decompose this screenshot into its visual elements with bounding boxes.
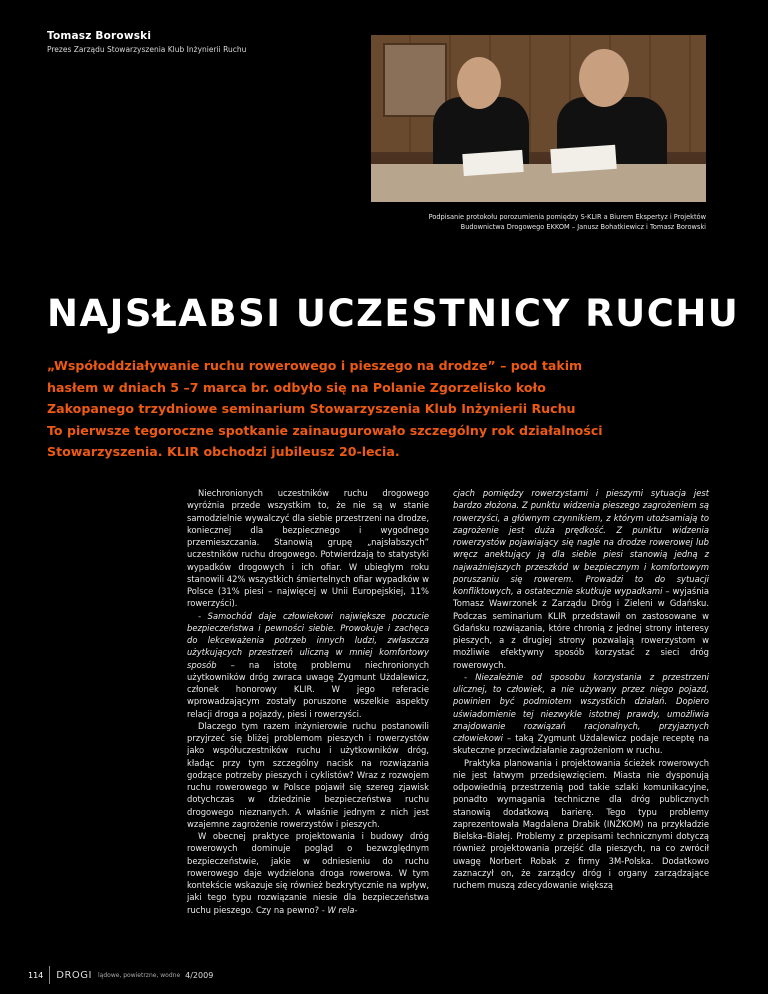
paragraph-text: – taką Zygmunt Użdalewicz podaje receptę na skuteczne przeciwdziałanie zagrożeniom w ruchu. bbox=[453, 733, 709, 756]
paragraph bbox=[453, 487, 709, 671]
lead-line: hasłem w dniach 5 –7 marca br. odbyło się na Polanie Zgorzelisko koło bbox=[47, 379, 546, 395]
quote: cjach pomiędzy rowerzystami i pieszymi sytuacja jest bardzo złożona. Z punktu widzenia pieszego zagrożeniem są rowerzyści, a głównym czynnikiem, z którym utożsamiają to zagrożenie jest duża prędkość. Z punktu widzenia rowerzystów pojawiający się nagle na drodze rowerowej lub wręcz anektujący ją dla siebie piesi stanowią jedną z najważniejszych przeszkód w bezpiecznym i komfortowym poruszaniu się rowerem. Prowadzi to do sytuacji konfliktowych, a ostatecznie skutkuje wypadkami bbox=[453, 488, 709, 596]
author-role: Prezes Zarządu Stowarzyszenia Klub Inżynierii Ruchu bbox=[47, 45, 247, 54]
paragraph: Praktyka planowania i projektowania ścieżek rowerowych nie jest łatwym przedsięwzięciem. Miasta nie dysponują odpowiednią przestrzenią pod takie szlaki komunikacyjne, ponadto wymagania techniczne dla dróg publicznych stanowią dodatkową barierę. Tego typu problemy zaprezentowała Magdalena Drabik (INŻKOM) na przykładzie Bielska–Białej. Problemy z przepisami technicznymi dotyczą również projektowania przejść dla pieszych, na co zwrócił uwagę Norbert Robak z firmy 3M-Polska. Dodatkowo zaznaczył on, że zarządcy dróg i organy zarządzające ruchem muszą zdecydowanie większą bbox=[453, 757, 709, 890]
magazine-name: DROGI bbox=[56, 969, 92, 981]
magazine-subtitle: lądowe, powietrzne, wodne bbox=[98, 971, 181, 979]
body-column-1 bbox=[187, 487, 429, 916]
quote: - Niezależnie od sposobu korzystania z przestrzeni ulicznej, to człowiek, a nie używany przez niego pojazd, powinien być podmiotem wszystkich działań. Dopiero uświadomienie tej niezwykle istotnej prawdy, umożliwia znajdowanie rozwiązań racjonalnych, przyjaznych człowiekowi bbox=[453, 671, 709, 743]
caption-line-2: Budownictwa Drogowego EKKOM – Janusz Bohatkiewicz i Tomasz Borowski bbox=[460, 223, 706, 231]
page-footer bbox=[28, 966, 213, 984]
paragraph: Niechronionych uczestników ruchu drogowego wyróżnia przede wszystkim to, że nie są w stanie samodzielnie wywalczyć dla siebie przestrzeni na drodze, koniecznej dla bezpiecznego i wygodnego przemieszczania. Stanowią grupę „najsłabszych” uczestników ruchu drogowego. Potwierdzają to statystyki wypadków drogowych i ich ofiar. W ubiegłym roku stanowili 42% wszystkich śmiertelnych ofiar wypadków w Polsce (31% piesi – najwięcej w Unii Europejskiej, 11% rowerzyści). bbox=[187, 488, 429, 609]
photo-caption bbox=[376, 212, 706, 232]
lead-line: „Współoddziaływanie ruchu rowerowego i pieszego na drodze” – pod takim bbox=[47, 358, 583, 373]
author-name: Tomasz Borowski bbox=[47, 30, 152, 42]
paragraph: Dlaczego tym razem inżynierowie ruchu postanowili przyjrzeć się bliżej problemom pieszych i rowerzystów jako współuczestników ruchu i użytkowników dróg, kładąc przy tym szczególny nacisk na rozwiązania godzące potrzeby pieszych i cyklistów? Wraz z rozwojem ruchu rowerowego w Polsce pojawił się szereg zjawisk dotychczas w dziedzinie bezpieczeństwa ruchu drogowego nieznanych. A właśnie jednym z nich jest wzajemne zagrożenie rowerzystów i pieszych. bbox=[187, 720, 429, 829]
quote: - Samochód daje człowiekowi największe poczucie bezpieczeństwa i pewności siebie. Prowokuje i zachęca do lekceważenia potrzeb innych ludzi, zwłaszcza użytkujących przestrzeń uliczną w mniej komfortowy sposób bbox=[187, 610, 429, 670]
lead-paragraph bbox=[47, 355, 697, 463]
paragraph bbox=[187, 830, 429, 916]
lead-line: To pierwsze tegoroczne spotkanie zainaugurowało szczególny rok działalności bbox=[47, 422, 603, 438]
paragraph bbox=[453, 671, 709, 757]
page-number: 114 bbox=[28, 970, 44, 980]
paragraph-text: – na istotę problemu niechronionych użytkowników dróg zwraca uwagę Zygmunt Użdalewicz, członek honorowy KLIR. W jego referacie wprowadzającym zostały poruszone wszelkie aspekty relacji droga a pojazdy, piesi i rowerzyści. bbox=[187, 659, 429, 719]
footer-divider bbox=[49, 966, 50, 984]
article-photo bbox=[371, 35, 706, 202]
body-column-2 bbox=[453, 487, 709, 891]
lead-line: Stowarzyszenia. KLIR obchodzi jubileusz 20-lecia. bbox=[47, 444, 400, 459]
paragraph-text: W obecnej praktyce projektowania i budowy dróg rowerowych dominuje pogląd o bezwzględnym bezpieczeństwie, jakie w odniesieniu do ruchu rowerowego daje wydzielona droga rowerowa. W tym kontekście wskazuje się również bezkrytycznie na wpływ, jaki tego typu rozwiązanie niesie dla bezpieczeństwa ruchu pieszego. Czy na pewno? bbox=[187, 831, 429, 915]
paragraph bbox=[187, 610, 429, 720]
paragraph-text: – wyjaśnia Tomasz Wawrzonek z Zarządu Dróg i Zieleni w Gdańsku. Podczas seminarium KLIR przedstawił on zastosowane w Gdańsku rozwiązania, które chronią z jednej strony interesy pieszych, a z drugiej strony pozwalają rowerzystom w możliwie efektywny sposób korzystać z sieci dróg rowerowych. bbox=[453, 586, 709, 670]
issue-number: 4/2009 bbox=[185, 970, 214, 980]
lead-line: Zakopanego trzydniowe seminarium Stowarzyszenia Klub Inżynierii Ruchu bbox=[47, 401, 576, 416]
article-headline: NAJSŁABSI UCZESTNICY RUCHU bbox=[47, 292, 740, 335]
quote: - W rela- bbox=[319, 904, 358, 915]
caption-line-1: Podpisanie protokołu porozumienia pomiędzy S-KLIR a Biurem Ekspertyz i Projektów bbox=[428, 213, 706, 221]
